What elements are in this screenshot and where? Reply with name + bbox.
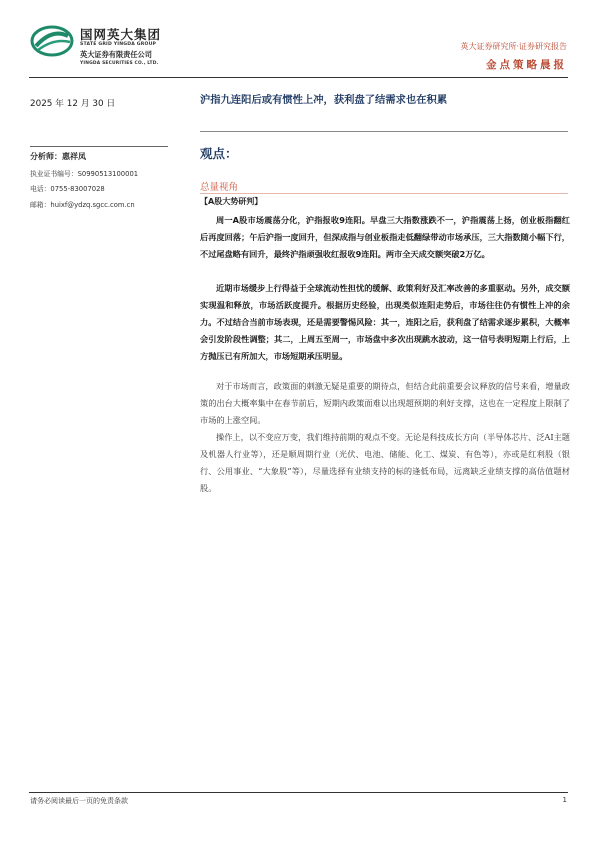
logo-text-cn: 国网英大集团 bbox=[80, 27, 162, 42]
paragraph: 对于市场而言，政策面的刺激无疑是重要的期待点，但结合此前重要会议释放的信号来看，增量政策的出台大概率集中在春节前后，短期内政策面难以出现超预期的利好支撑，这也在一定程度上限制了市场的上涨空间。 bbox=[200, 381, 570, 425]
email-link[interactable]: 邮箱：huixf@ydzq.sgcc.com.cn bbox=[30, 201, 135, 209]
section-divider bbox=[200, 193, 568, 194]
paragraph: 周一A股市场震荡分化，沪指报收9连阳。早盘三大指数涨跌不一，沪指震荡上扬，创业板指翻红后再度回落；午后沪指一度回升，但深成指与创业板指走低翻绿带动市场承压，三大指数随小幅下行，不过尾盘略有回升，最终沪指顽强收红报收9连阳。两市全天成交额突破2万亿。 bbox=[200, 215, 570, 259]
logo-text-en: STATE GRID YINGDA GROUP bbox=[80, 42, 157, 47]
paragraph: 操作上，以不变应万变，我们维持前期的观点不变。无论是科技成长方向（半导体芯片、泛AI主题及机器人行业等），还是顺周期行业（光伏、电池、储能、化工、煤炭、有色等），亦或是红利股（银行、公用事业、“大象股”等），尽量选择有业绩支持的标的逢低布局，远离缺乏业绩支撑的高估值题材股。 bbox=[200, 432, 570, 493]
footer-divider bbox=[29, 792, 568, 793]
company-name-cn: 英大证券有限责任公司 bbox=[80, 50, 152, 59]
institute-label: 英大证券研究所·证券研究报告 bbox=[460, 42, 567, 51]
headline-divider bbox=[200, 131, 568, 132]
header-divider bbox=[29, 77, 568, 78]
report-type-label: 金点策略晨报 bbox=[486, 59, 567, 71]
sidebar-divider bbox=[30, 146, 168, 147]
company-name-en: YINGDA SECURITIES CO., LTD. bbox=[80, 61, 159, 66]
phone-number: 电话：0755-83007028 bbox=[30, 185, 105, 193]
viewpoint-heading: 观点： bbox=[200, 146, 238, 161]
page-number: 1 bbox=[562, 796, 567, 804]
paragraph: 近期市场缓步上行得益于全球流动性担忧的缓解、政策利好及汇率改善的多重驱动。另外，成交额实现温和释放，市场活跃度提升。根据历史经验，出现类似连阳走势后，市场往往仍有惯性上冲的余力。不过结合当前市场表现，还是需要警惕风险：其一，连阳之后，获利盘了结需求逐步累积，大概率会引发阶段性调整；其二，上周五至周一，市场盘中多次出现跳水波动，这一信号表明短期上行后，上方抛压已有所加大，市场短期承压明显。 bbox=[200, 283, 570, 361]
license-number: 执业证书编号：S0990513100001 bbox=[30, 170, 139, 178]
section-title: 总量视角 bbox=[200, 182, 239, 193]
company-logo-icon bbox=[30, 24, 74, 58]
report-headline: 沪指九连阳后或有惯性上冲，获利盘了结需求也在积累 bbox=[200, 94, 448, 106]
report-date: 2025 年 12 月 30 日 bbox=[30, 99, 116, 109]
disclaimer-note: 请务必阅读最后一页的免责条款 bbox=[30, 797, 128, 805]
section-tag: 【A股大势研判】 bbox=[200, 197, 263, 206]
analyst-name: 分析师：惠祥凤 bbox=[30, 152, 86, 161]
